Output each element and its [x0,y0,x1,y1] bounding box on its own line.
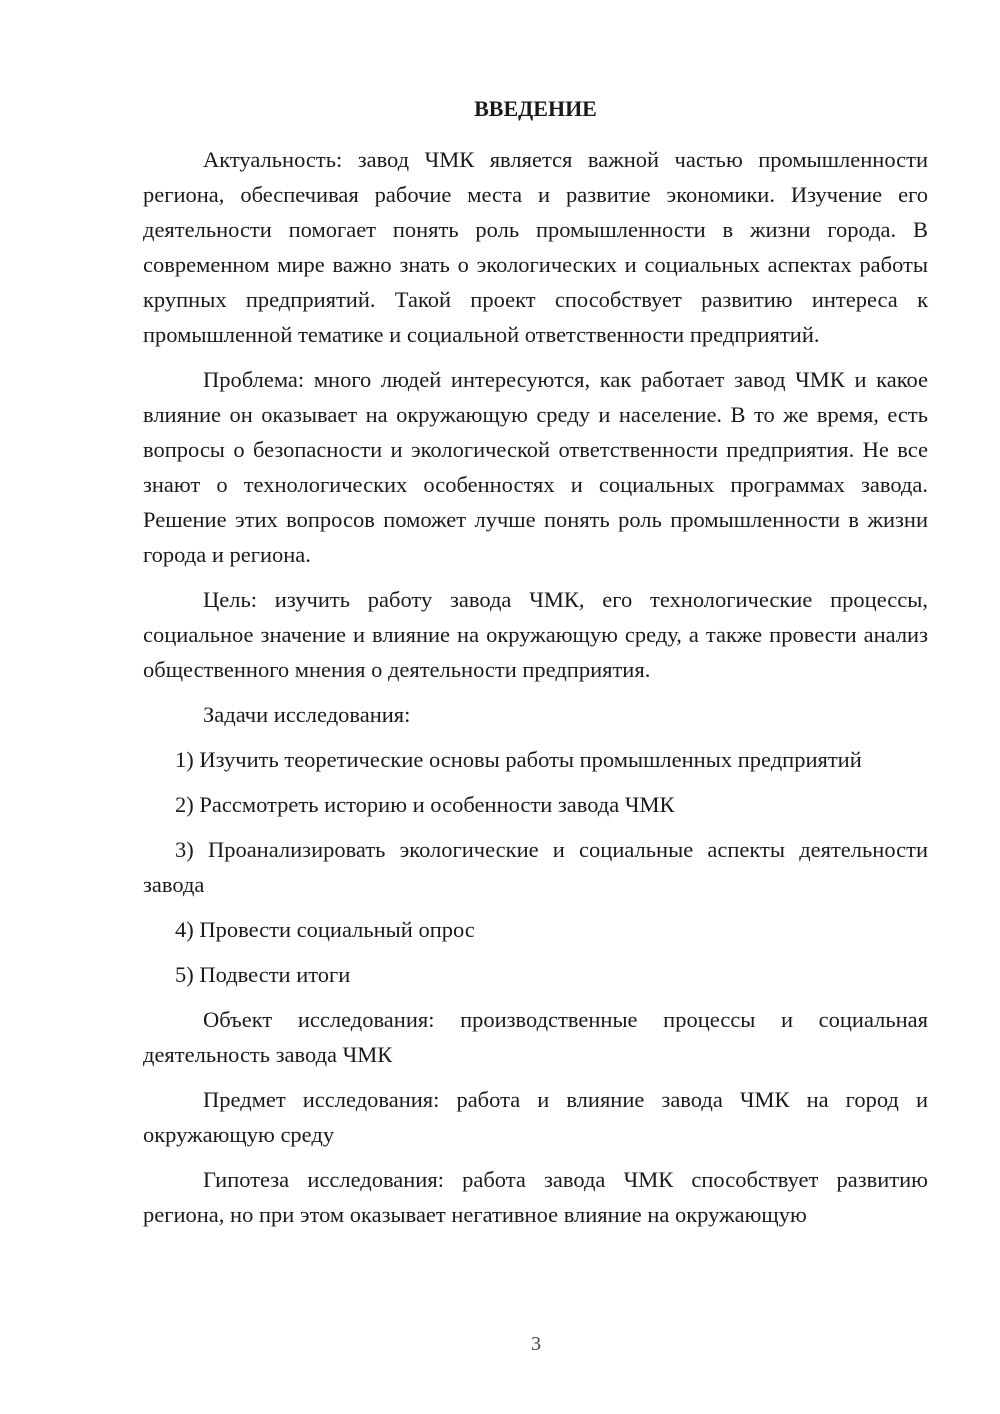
paragraph-relevance: Актуальность: завод ЧМК является важной частью промышленности региона, обеспечивая рабочие места и развитие экономики. Изучение его деятельности помогает понять роль промышленности в жизни города. В современном мире важно знать о экологических и социальных аспектах работы крупных предприятий. Такой проект способствует развитию интереса к промышленной тематике и социальной ответственности предприятий. [143,147,928,347]
paragraph-object: Объект исследования: производственные процессы и социальная деятельность завода ЧМК [143,1007,928,1067]
paragraph-hypothesis: Гипотеза исследования: работа завода ЧМК способствует развитию региона, но при этом оказывает негативное влияние на окружающую [143,1167,928,1227]
task-item-3: 3) Проанализировать экологические и социальные аспекты деятельности завода [143,837,928,897]
paragraph-goal: Цель: изучить работу завода ЧМК, его технологические процессы, социальное значение и влияние на окружающую среду, а также провести анализ общественного мнения о деятельности предприятия. [143,587,928,682]
task-item-5: 5) Подвести итоги [175,962,351,987]
document-page [143,92,928,1242]
task-item-1: 1) Изучить теоретические основы работы промышленных предприятий [175,747,862,772]
paragraph-tasks-heading: Задачи исследования: [203,702,411,727]
task-item-2: 2) Рассмотреть историю и особенности завода ЧМК [175,792,675,817]
paragraph-problem: Проблема: много людей интересуются, как работает завод ЧМК и какое влияние он оказывает на окружающую среду и население. В то же время, есть вопросы о безопасности и экологической ответственности предприятия. Не все знают о технологических особенностях и социальных программах завода. Решение этих вопросов поможет лучше понять роль промышленности в жизни города и региона. [143,367,928,567]
paragraph-subject: Предмет исследования: работа и влияние завода ЧМК на город и окружающую среду [143,1087,928,1147]
task-item-4: 4) Провести социальный опрос [175,917,475,942]
page-number: 3 [531,1333,541,1355]
section-title: ВВЕДЕНИЕ [474,96,597,121]
